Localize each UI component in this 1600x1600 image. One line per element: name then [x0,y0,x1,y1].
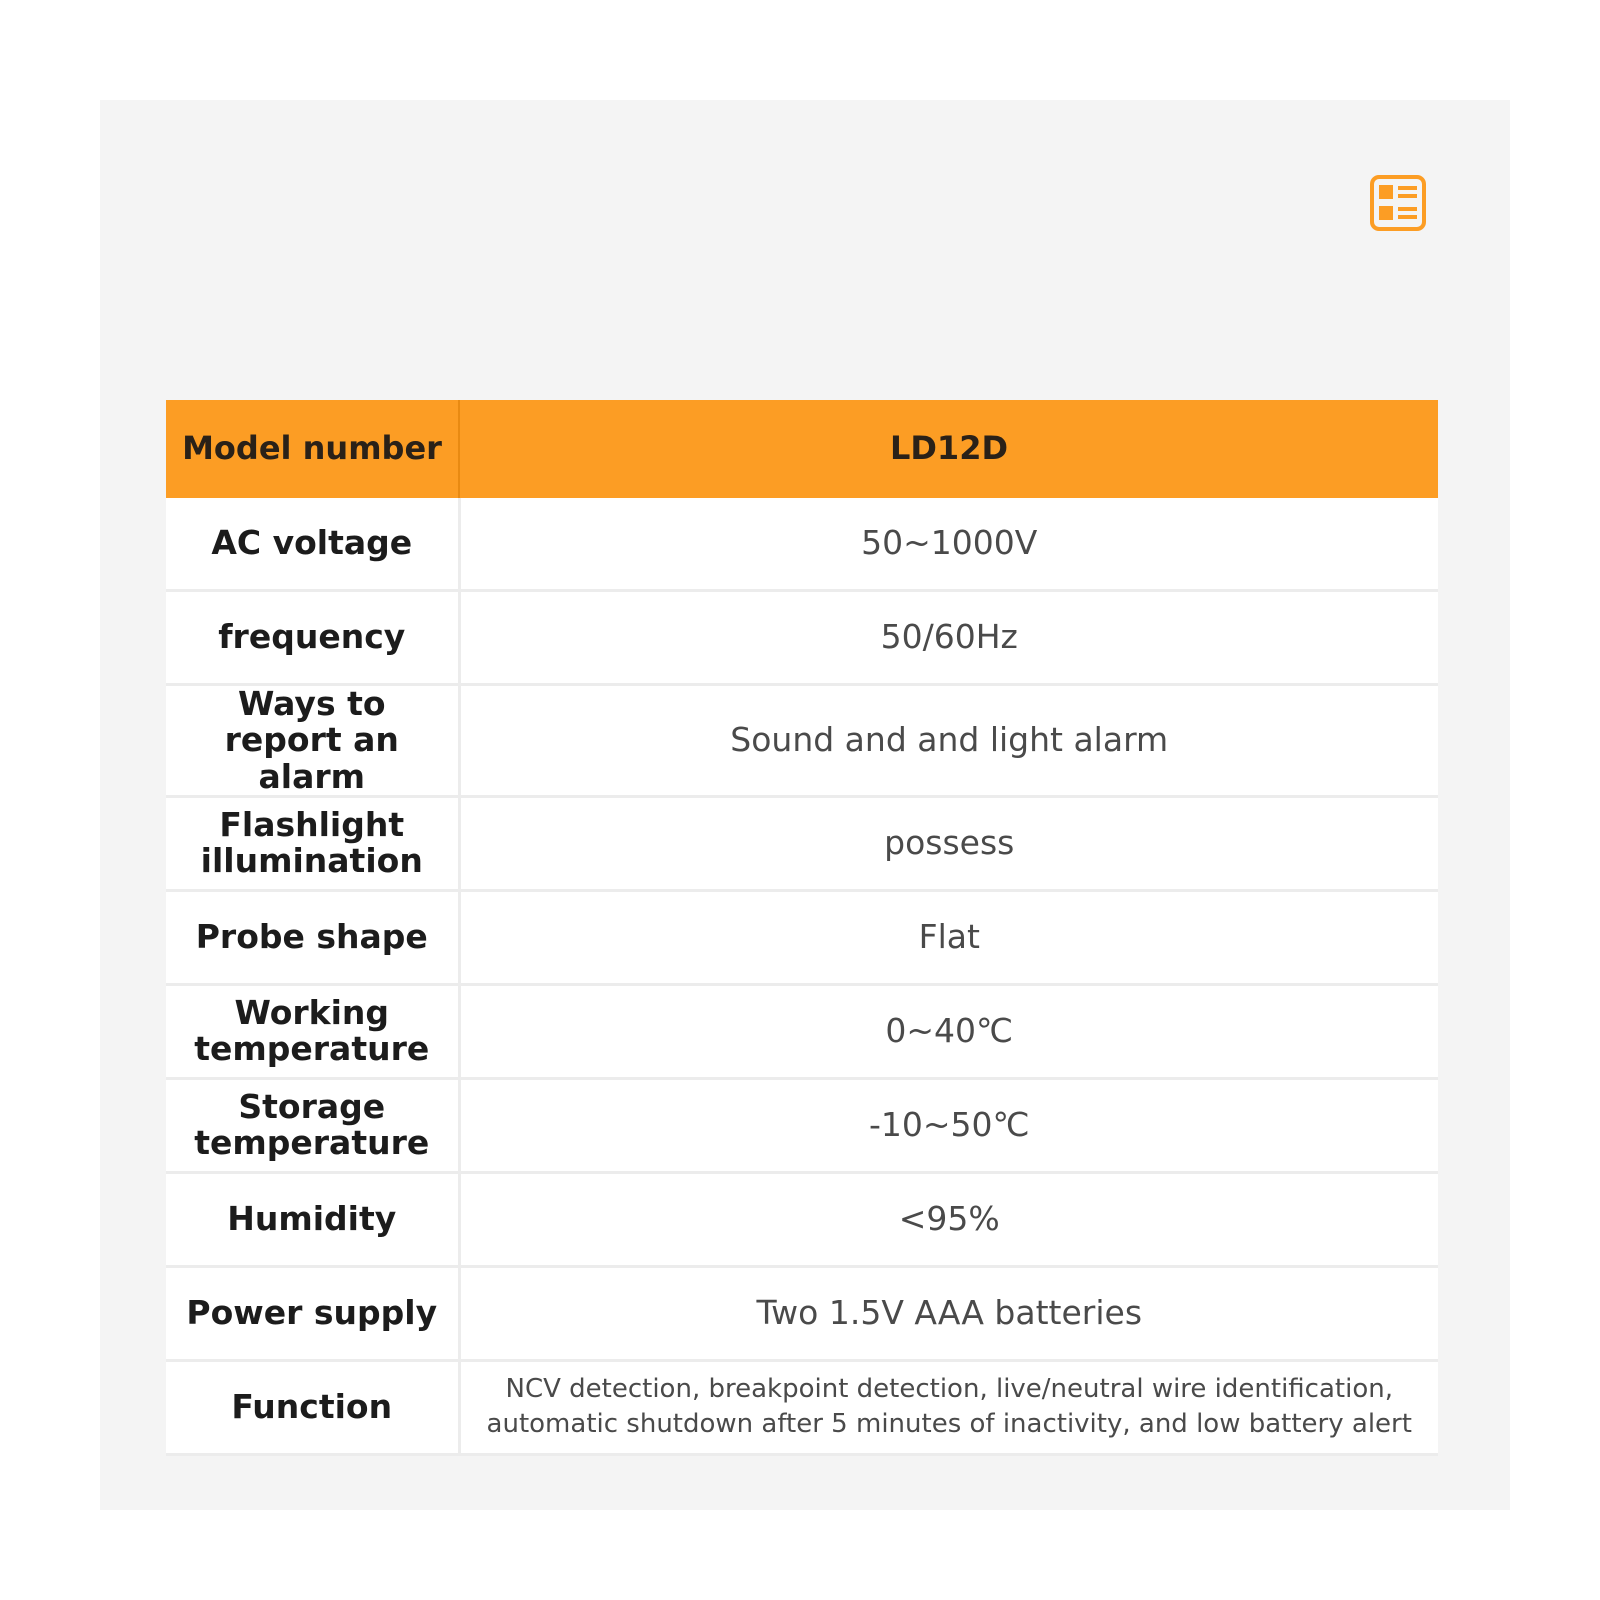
spec-table [166,400,1438,1456]
table-row [166,890,1438,984]
header-label: Model number [166,400,459,498]
table-row [166,796,1438,890]
table-row [166,1266,1438,1360]
table-row [166,984,1438,1078]
row-label: Ways to report an alarm [166,685,459,797]
row-label: Storage temperature [166,1078,459,1172]
row-label: AC voltage [166,498,459,591]
table-row [166,1078,1438,1172]
spec-sheet-icon [1370,175,1426,231]
row-label: Probe shape [166,890,459,984]
row-value: 50~1000V [459,498,1438,591]
row-value: 0~40℃ [459,984,1438,1078]
table-row [166,498,1438,591]
row-value: -10~50℃ [459,1078,1438,1172]
row-value: Flat [459,890,1438,984]
row-value: NCV detection, breakpoint detection, live/neutral wire identification, automatic shutdown after 5 minutes of inactivity, and low battery alert [459,1360,1438,1454]
row-label: frequency [166,591,459,685]
header-value: LD12D [459,400,1438,498]
row-value: <95% [459,1172,1438,1266]
row-value: 50/60Hz [459,591,1438,685]
table-row [166,685,1438,797]
row-value: possess [459,796,1438,890]
row-label: Working temperature [166,984,459,1078]
row-label: Humidity [166,1172,459,1266]
table-header-row [166,400,1438,498]
row-label: Power supply [166,1266,459,1360]
row-label: Function [166,1360,459,1454]
row-value: Two 1.5V AAA batteries [459,1266,1438,1360]
table-row [166,1172,1438,1266]
table-row [166,1360,1438,1454]
table-row [166,591,1438,685]
row-value: Sound and and light alarm [459,685,1438,797]
row-label: Flashlight illumination [166,796,459,890]
